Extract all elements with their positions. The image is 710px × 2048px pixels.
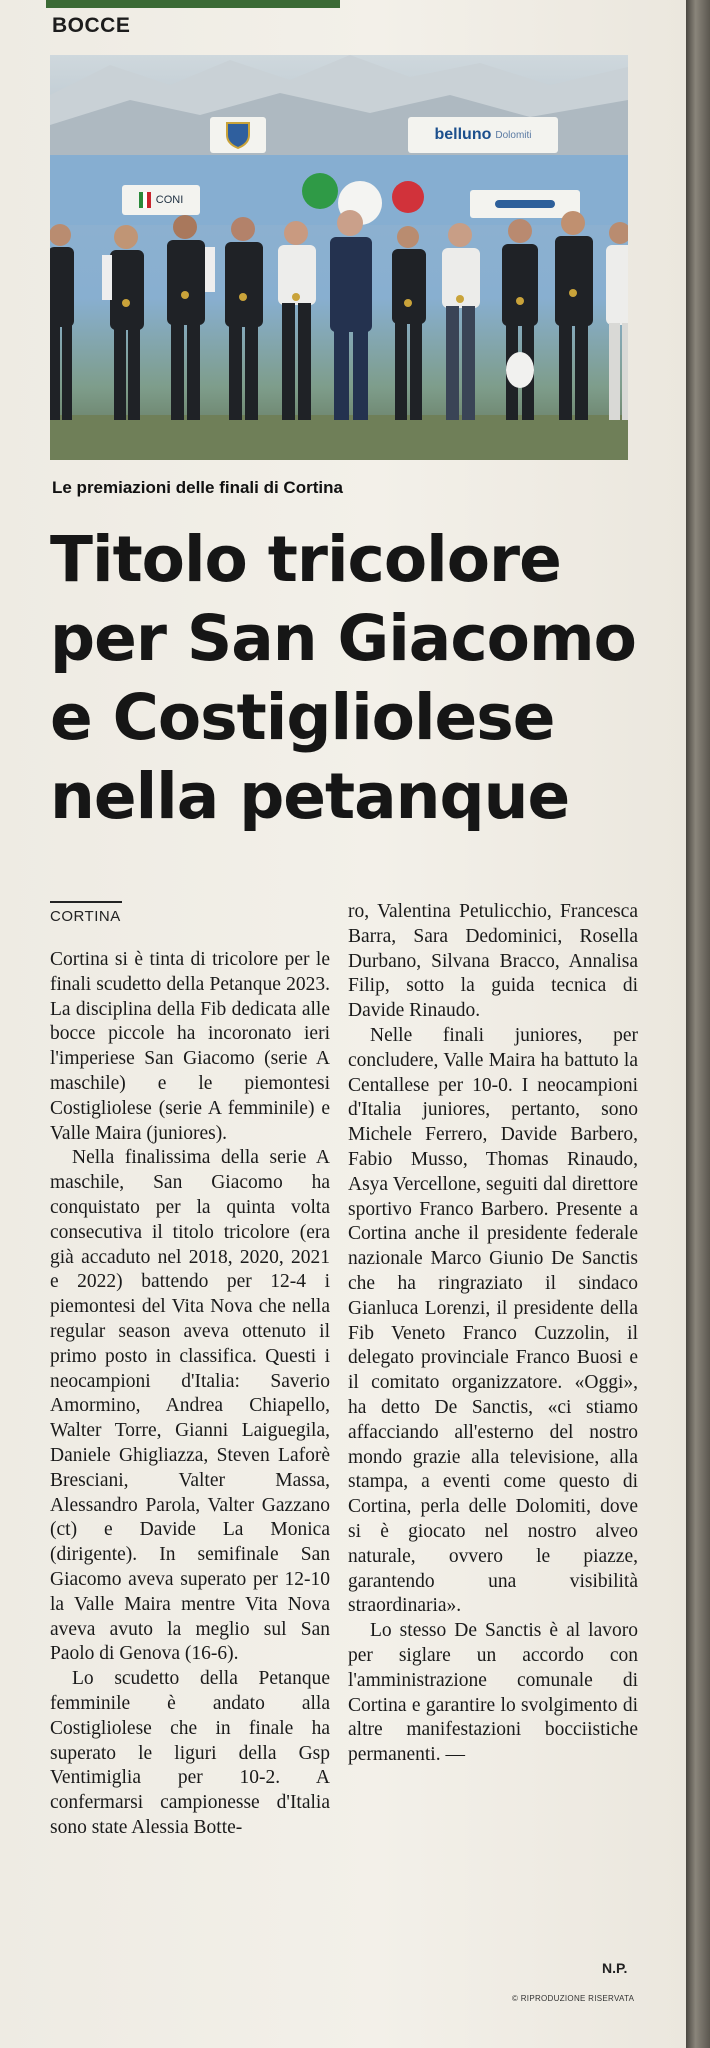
team-group-figures: [50, 205, 628, 460]
article-headline: [50, 520, 650, 836]
crest-logo: [210, 117, 266, 153]
article-column-2: [348, 900, 638, 1768]
paragraph: Cortina si è tinta di tricolore per le finali scudetto della Petanque 2023. La disciplina della Fib dedicata alle bocce piccole ha incoronato ieri l'imperiese San Giacomo (serie A maschile) e le piemontesi Costigliolese (serie A femminile) e Valle Maira (juniores).: [50, 949, 330, 1144]
page-fold-shadow: [686, 0, 710, 2048]
paragraph: Nella finalissima della serie A maschile, San Giacomo ha conquistato per la quinta volta consecutiva il titolo tricolore (era già accaduto nel 2018, 2020, 2021 e 2022) battendo per 12-4 i piemontesi del Vita Nova che nella regular season aveva ottenuto il primo posto in classifica. Questi i neocampioni d'Italia: Saverio Amormino, Andrea Chiapello, Walter Torre, Gianni Laiguegila, Daniele Ghigliazza, Steven Laforè Bresciani, Valter Massa, Alessandro Parola, Valter Gazzano (ct) e Davide La Monica (dirigente). In semifinale San Giacomo aveva superato per 12-10 la Valle Maira mentre Vita Nova aveva avuto la meglio sul San Paolo di Genova (16-6).: [50, 1147, 330, 1665]
author-signature: N.P.: [602, 1960, 628, 1976]
dateline: CORTINA: [50, 908, 121, 925]
belluno-logo-text: belluno: [434, 126, 492, 143]
belluno-logo-sub: Dolomiti: [495, 129, 532, 141]
article-column-1: [50, 948, 330, 1841]
paragraph: ro, Valentina Petulicchio, Francesca Barra, Sara Dedominici, Rosella Durbano, Silvana Bracco, Annalisa Filip, sotto la guida tecnica di Davide Rinaudo.: [348, 901, 638, 1022]
section-color-bar: [46, 0, 340, 8]
headline-line-2: per San Giacomo: [50, 602, 636, 675]
section-label: BOCCE: [52, 14, 131, 37]
paragraph: Lo stesso De Sanctis è al lavoro per siglare un accordo con l'amministrazione comunale di Cortina e garantire lo svolgimento di altre manifestazioni bocciistiche permanenti. —: [348, 1620, 638, 1766]
headline-line-3: e Costigliolese: [50, 681, 555, 754]
photo-caption: Le premiazioni delle finali di Cortina: [52, 478, 343, 497]
headline-line-4: nella petanque: [50, 760, 570, 833]
dateline-rule: [50, 901, 122, 903]
coni-logo-text: CONI: [155, 194, 184, 206]
copyright-notice: © RIPRODUZIONE RISERVATA: [512, 1994, 635, 2003]
belluno-logo: [408, 117, 558, 153]
paragraph: Lo scudetto della Petanque femminile è andato alla Costigliolese che in finale ha superato le liguri della Gsp Ventimiglia per 10-2. A confermarsi campionesse d'Italia sono state Alessia Botte-: [50, 1668, 330, 1838]
award-ceremony-photo: [50, 55, 628, 460]
paragraph: Nelle finali juniores, per concludere, Valle Maira ha battuto la Centallese per 10-0. I neocampioni d'Italia juniores, pertanto, sono Michele Ferrero, Davide Barbero, Fabio Musso, Thomas Rinaudo, Asya Vercellone, seguiti dal direttore sportivo Franco Barbero. Presente a Cortina anche il presidente federale nazionale Marco Giunio De Sanctis che ha ringraziato il sindaco Gianluca Lorenzi, il presidente della Fib Veneto Franco Cuzzolin, il delegato provinciale Franco Buosi e il comitato organizzatore. «Oggi», ha detto De Sanctis, «ci stiamo affacciando all'esterno del nostro mondo grazie alla televisione, alla stampa, a eventi come questo di Cortina, perla delle Dolomiti, dove si è giocato nel nostro alveo naturale, ovvero le piazze, garantendo una visibilità straordinaria».: [348, 1024, 638, 1617]
headline-line-1: Titolo tricolore: [50, 523, 561, 596]
